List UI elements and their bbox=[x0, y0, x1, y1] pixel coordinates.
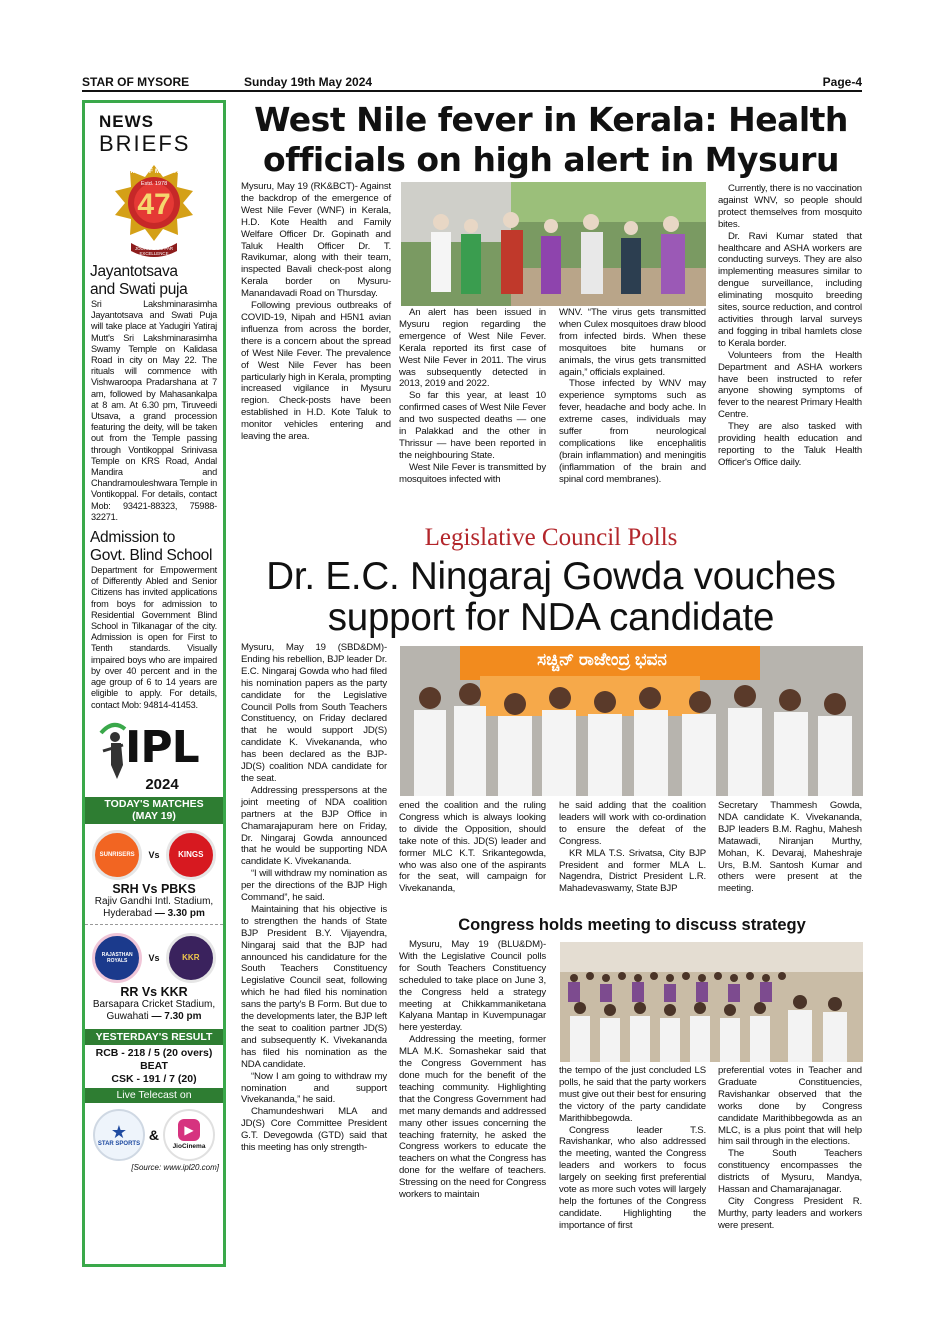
match2-city-time bbox=[85, 1011, 223, 1023]
logo-number: 47 bbox=[137, 188, 171, 221]
news-briefs-sidebar bbox=[82, 100, 226, 1267]
brief2-title-line1: Admission to bbox=[90, 529, 176, 547]
story2-col1-p2: Addressing presspersons at the joint meeting of NDA coalition partners at the BJP Office in Chamarajapuram here on Friday, Dr. Ningaraj Gowda announced that he would be supporting NDA candidate K. Vivekananda. bbox=[241, 784, 387, 868]
match1-venue: Rajiv Gandhi Intl. Stadium, bbox=[94, 895, 214, 907]
story2-col1-p4: Maintaining that his objective is to strengthen the hands of State BJP President B.Y. Vijayendra, Ningaraj said that the BJP had announced his candidature for the South Teachers Constituency Legislative Council seat, following which he had filed his nomination sans the party's B Form. But due to the developments later, the BJP left the seat to coalition partner JD(S) and subsequently K. Vivekananda has filed his nomination as the NDA candidate. bbox=[241, 903, 387, 1070]
story3-col1 bbox=[399, 939, 546, 1201]
jiocinema-text: JioCinema bbox=[172, 1143, 206, 1151]
match2-venue: Barsapara Cricket Stadium, bbox=[92, 998, 216, 1010]
ipl-logo bbox=[85, 719, 223, 785]
match1-teams bbox=[85, 824, 223, 882]
play-icon: ▶ bbox=[178, 1119, 200, 1141]
story2-kicker: Legislative Council Polls bbox=[424, 524, 678, 551]
broadcasters bbox=[85, 1103, 223, 1161]
star-sports-logo bbox=[93, 1109, 145, 1161]
story2-headline-line2: support for NDA candidate bbox=[327, 596, 775, 639]
logo-estd-text: Estd. 1978 bbox=[140, 181, 168, 187]
brief2-title-line2: Govt. Blind School bbox=[90, 547, 213, 565]
story1-col1 bbox=[241, 181, 391, 443]
match2-time: — 7.30 pm bbox=[151, 1010, 202, 1022]
story2-col1-p3: “I will withdraw my nomination as per the directions of the BJP High Command”, he said. bbox=[241, 868, 387, 904]
story1-col3-p2: Those infected by WNV may experience symptoms such as fever, headache and body ache. In extreme cases, individuals may suffer from neurological complications like encephalitis (brain inflammation) and meningitis (inflammation of the brain and spinal cord membranes). bbox=[559, 378, 706, 485]
yesterday-result-label: YESTERDAY'S RESULT bbox=[85, 1029, 223, 1045]
brief2-body: Department for Empowerment of Differently Abled and Senior Citizens has invited applications from boys for admission to Residential Government Blind School in Tilkanagar of the city. Admission is open for First to Tenth standards. Visually impaired boys who are impaired by over 40 percent and in the age group of 6 to 14 years are eligible to apply. For details, contact Mob: 94814-41453. bbox=[91, 565, 217, 710]
health-officials-photo-icon bbox=[401, 182, 706, 306]
match2-title: RR Vs KKR bbox=[120, 984, 188, 999]
anniversary-logo bbox=[111, 163, 197, 259]
pbks-logo bbox=[166, 830, 216, 880]
story2-col3 bbox=[559, 800, 706, 895]
story2-col1-p5: “Now I am going to withdraw my nomination and support Vivekananda,” he said. bbox=[241, 1070, 387, 1106]
congress-meeting-photo-icon bbox=[560, 942, 863, 1062]
srh-logo bbox=[92, 830, 142, 880]
page-number: Page-4 bbox=[822, 75, 862, 89]
match1-title: SRH Vs PBKS bbox=[112, 881, 196, 896]
story3-col2-p2: Congress leader T.S. Ravishankar, who also addressed the meeting, wanted the Congress leaders and workers to focus largely on seeking first preferential vote as more such votes will largely help the fortunes of the Congress candidate. Highlighting the importance of first bbox=[559, 1124, 706, 1231]
story1-headline bbox=[236, 100, 866, 180]
story1-col4-p2: Dr. Ravi Kumar stated that healthcare and ASHA workers are conducting surveys. They are also implementing measures similar to dengue surveillance, including eliminating mosquito breeding sites, source reduction, and control activities through larval surveys and fogging in tribal hamlets close to Kerala border. bbox=[718, 230, 862, 349]
briefs-label: BRIEFS bbox=[99, 131, 191, 156]
result-team2: CSK - 191 / 7 (20) bbox=[111, 1072, 197, 1085]
story1-col3 bbox=[559, 307, 706, 486]
story2-col2-p1: ened the coalition and the ruling Congress which is always looking to divide the Opposition, should take note of this. JD(S) leader and former MLC K.T. Srikantegowda, who was also one of the aspirants for the seat, will campaign for Vivekananda, bbox=[399, 800, 546, 895]
issue-date: Sunday 19th May 2024 bbox=[244, 75, 373, 89]
jiocinema-logo bbox=[163, 1109, 215, 1161]
story3-headline: Congress holds meeting to discuss strategy bbox=[458, 916, 806, 934]
match2-city: Guwahati bbox=[106, 1010, 149, 1022]
story2-col4 bbox=[718, 800, 862, 895]
vs-label-2: Vs bbox=[148, 952, 160, 963]
ipl-box bbox=[85, 719, 223, 1172]
story1-col4 bbox=[718, 183, 862, 469]
match1-city-time bbox=[85, 908, 223, 920]
story1-headline-line2: officials on high alert in Mysuru bbox=[263, 140, 839, 179]
rr-logo bbox=[92, 933, 142, 983]
match1-city: Hyderabad bbox=[103, 907, 153, 919]
story2-col2 bbox=[399, 800, 546, 895]
story1-col2-p2: So far this year, at least 10 confirmed cases of West Nile Fever and two suspected deaths — one in Palakkad and the other in Thrissur — have been reported in the neighbouring State. bbox=[399, 390, 546, 461]
story2-col3-p1: he said adding that the coalition leaders will work with co-ordination to ensure the defeat of the Congress. bbox=[559, 800, 706, 847]
story3-col2-p1: the tempo of the just concluded LS polls, he said that the party workers must give out their best for ensuring the victory of the party candidate Marithibbegowda. bbox=[559, 1065, 706, 1124]
todays-matches-label: TODAY'S MATCHES bbox=[85, 797, 223, 811]
story3-col3-p3: City Congress President R. Murthy, party leaders and workers were present. bbox=[718, 1195, 862, 1231]
match2-teams bbox=[85, 924, 223, 985]
matches-date: (MAY 19) bbox=[85, 811, 223, 824]
story1-headline-line1: West Nile fever in Kerala: Health bbox=[254, 100, 848, 139]
kkr-logo-text: KKR bbox=[182, 953, 200, 963]
star-icon: ★ bbox=[110, 1121, 128, 1142]
paper-name: STAR OF MYSORE bbox=[82, 75, 190, 89]
story3-col3 bbox=[718, 1065, 862, 1232]
vs-label-1: Vs bbox=[148, 849, 160, 860]
match1-time: — 3.30 pm bbox=[154, 907, 205, 919]
logo-top-text: STAR OF MYSORE bbox=[124, 168, 184, 175]
story1-col4-p1: Currently, there is no vaccination against WNV, so people should protect themselves from mosquito bites. bbox=[718, 183, 862, 230]
story1-col3-p1: WNV. “The virus gets transmitted when Culex mosquitoes draw blood from infected birds. When these mosquitoes bite humans or animals, the virus gets transmitted again,” officials explained. bbox=[559, 307, 706, 378]
brief1-title-line1: Jayantotsava bbox=[90, 263, 178, 280]
story2-col4-p1: Secretary Thammesh Gowda, NDA candidate K. Vivekananda, BJP leaders B.M. Raghu, Mahesh Matawadi, Niranjan Murthy, Mohan, K. Devaraj, Maheshraje Urs, B.M. Santosh Kumar and others were present at the meeting. bbox=[718, 800, 862, 895]
story2-col1-p6: Chamundeshwari MLA and JD(S) Core Committee President G.T. Devegowda (GTD) said that this meeting has only strength- bbox=[241, 1106, 387, 1154]
story2-headline bbox=[236, 556, 866, 638]
story1-col1-p1: Mysuru, May 19 (RK&BCT)- Against the backdrop of the emergence of West Nile Fever (WNF) in Kerala, H.D. Kote Health and Family Welfare Officer Dr. Gopinath and Taluk Health Officer Dr. T. Ravikumar, along with their team, inspected Bavali check-post along Kerala border on Mysuru-Manandavadi Road on Thursday. bbox=[241, 181, 391, 300]
story1-col1-p2: Following previous outbreaks of COVID-19, Nipah and H5N1 avian influenza from across the border, there is a concern about the spread of West Nile Fever. The prevalence of West Nile Fever has been particularly high in Kerala, prompting increased vigilance in Mysuru region. Check-posts have been established in H.D. Kote Taluk to monitor vehicles entering and leaving the area. bbox=[241, 300, 392, 443]
news-label: NEWS bbox=[99, 112, 154, 131]
result-beat: BEAT bbox=[140, 1059, 168, 1072]
story1-col2-p1: An alert has been issued in Mysuru region regarding the emergence of West Nile Fever. Kerala reported its first case of West Nile Fever in 2011. The virus was subsequently detected in 2013, 2019 and 2022. bbox=[399, 307, 546, 390]
story3-photo bbox=[560, 942, 863, 1062]
story1-col2 bbox=[399, 307, 546, 486]
star-sports-text: STAR SPORTS bbox=[97, 1140, 141, 1147]
kkr-logo bbox=[166, 933, 216, 983]
live-telecast-label: Live Telecast on bbox=[85, 1088, 223, 1103]
hall-banner-text: ಸಚ್ಚಿನ್ ರಾಜೇಂದ್ರ ಭವನ bbox=[537, 650, 667, 669]
brief1-body: Sri Lakshminarasimha Jayantotsava and Swati Puja will take place at Yadugiri Yatiraj Mutt's Sri Lakshminarasimha Swamy Temple on Kalidasa Road in city on May 22. The rituals will commence with Vishwaroopa Pradarshana at 7 am, followed by Mahasankalpa at 8 am. At 6.30 pm, Tiruveedi Utsava, a grand procession featuring the deity, will be taken out from the Temple passing through Vontikoppal Srinivasa Temple on KRS Road, Andal Mandira and Chandramouleshwara Temple in Vontikoppal. For details, contact Mob: 93421-88323, 75988-32271. bbox=[91, 299, 217, 522]
story3-col3-p1: preferential votes in Teacher and Graduate Constituencies, Ravishankar observed that the works done by Congress candidate Marithibbegowda as an MLC, is a plus point that will help him sail through in the elections. bbox=[718, 1065, 862, 1148]
ipl-year: 2024 bbox=[145, 775, 179, 793]
pbks-logo-text: KINGS bbox=[178, 850, 204, 860]
story3-col1-p1: Mysuru, May 19 (BLU&DM)- With the Legislative Council polls for South Teachers Constituency scheduled to take place on June 3, the Congress held a strategy meeting at Chikkammaniketana Kalyana Mantap in Kuvempunagar here yesterday. bbox=[399, 939, 546, 1034]
story2-col1-p1: Mysuru, May 19 (SBD&DM)- Ending his rebellion, BJP leader Dr. E.C. Ningaraj Gowda who had filed his nomination papers as the party candidate for the Legislative Council Polls from South Teachers Constituency, on Friday declared that he would support JD(S) candidate K. Vivekananda, who has been declared as the BJP-JD(S) coalition NDA candidate for the seat. bbox=[241, 642, 387, 784]
story2-col3-p2: KR MLA T.S. Srivatsa, City BJP President and former MLA L. Nagendra, District President L.R. Mahadevaswamy, State BJP bbox=[559, 847, 706, 895]
rr-logo-text: RAJASTHAN ROYALS bbox=[101, 951, 133, 964]
logo-bottom-text: JOURNALISM PAR EXCELLENCE bbox=[134, 246, 174, 256]
story2-photo bbox=[400, 646, 863, 796]
srh-logo-text: SUNRISERS bbox=[99, 851, 135, 858]
story1-col2-p3: West Nile Fever is transmitted by mosquitoes infected with bbox=[399, 461, 546, 485]
brief1-title-line2: and Swati puja bbox=[90, 281, 188, 298]
ampersand: & bbox=[148, 1126, 160, 1143]
story2-headline-line1: Dr. E.C. Ningaraj Gowda vouches bbox=[266, 555, 836, 598]
story2-col1 bbox=[241, 642, 387, 1154]
result-team1: RCB - 218 / 5 (20 overs) bbox=[95, 1046, 213, 1059]
ipl-logo-text: IPL bbox=[125, 721, 199, 773]
story1-photo bbox=[401, 182, 706, 306]
story3-col1-p2: Addressing the meeting, former MLA M.K. Somashekar said that the Congress Government has done much for the benefit of the teaching community. Highlighting that the Congress Government had met many demands and addressed many other issues concerning the teaching fraternity, he asked the Congress workers to educate the teachers on what the Congress has done for the welfare of teachers. Stressing on the need for Congress workers to maintain bbox=[399, 1034, 546, 1201]
story1-col4-p4: They are also tasked with providing health education and reporting to the Taluk Health Officer's Office daily. bbox=[718, 421, 862, 468]
story3-col3-p2: The South Teachers constituency encompasses the districts of Mysuru, Mandya, Hassan and Chamarajanagar. bbox=[718, 1148, 862, 1196]
ipl-source: [Source: www.ipl20.com] bbox=[131, 1162, 219, 1172]
story1-col4-p3: Volunteers from the Health Department and ASHA workers have been instructed to refer anyone showing symptoms of fever to the nearest Primary Health Centre. bbox=[718, 349, 862, 421]
masthead bbox=[82, 74, 862, 92]
story3-col2 bbox=[559, 1065, 706, 1232]
